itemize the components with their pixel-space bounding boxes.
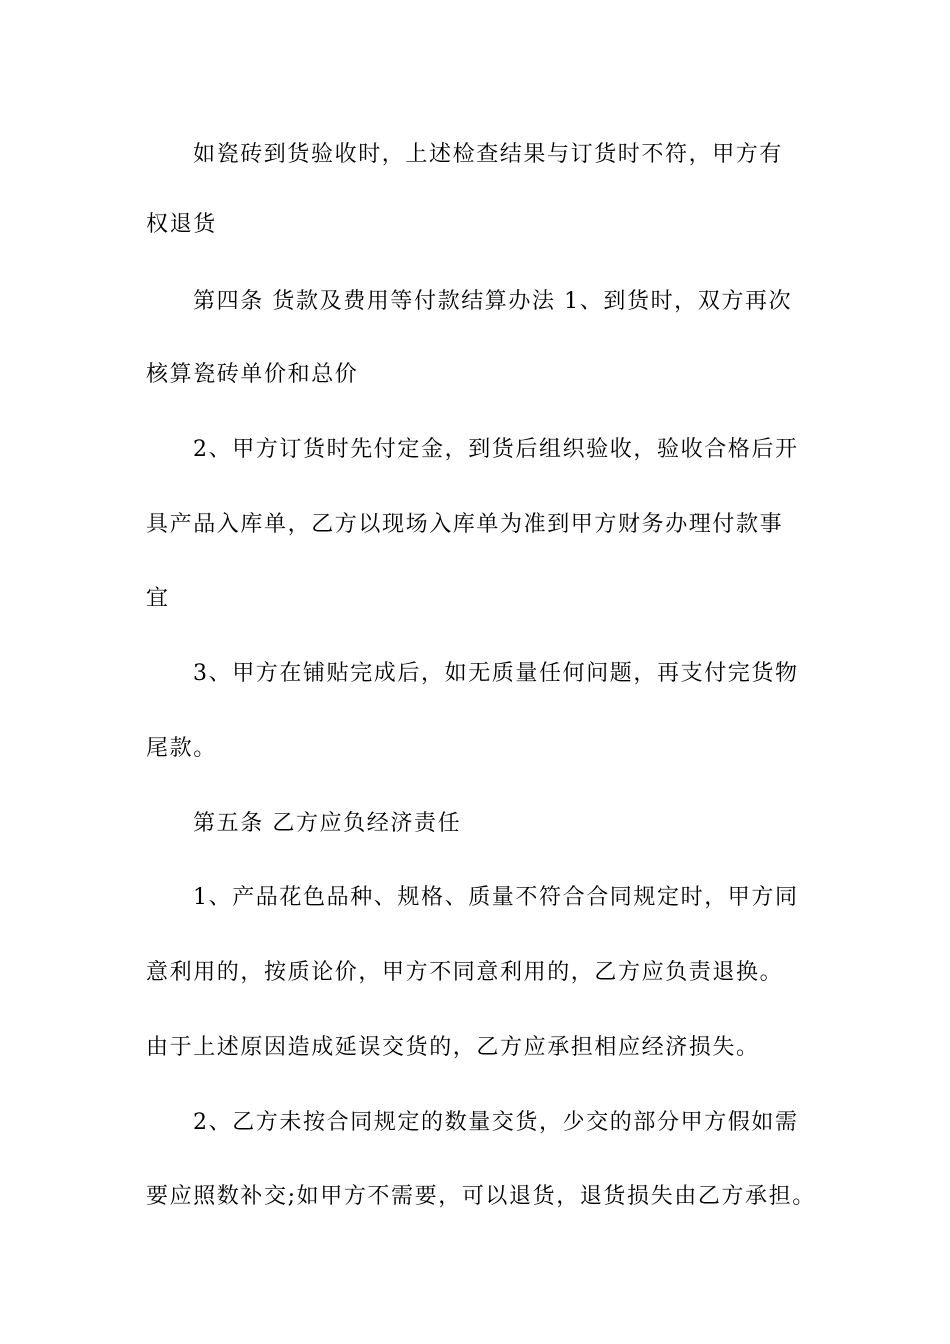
paragraph-line: 意利用的，按质论价，甲方不同意利用的，乙方应负责退换。 <box>146 960 784 985</box>
paragraph-line: 宜 <box>146 586 170 611</box>
paragraph-line: 要应照数补交;如甲方不需要，可以退货，退货损失由乙方承担。 <box>146 1184 816 1209</box>
paragraph-line: 2、乙方未按合同规定的数量交货，少交的部分甲方假如需 <box>193 1110 799 1135</box>
paragraph-line: 核算瓷砖单价和总价 <box>146 362 359 387</box>
paragraph-line: 2、甲方订货时先付定金，到货后组织验收，验收合格后开 <box>193 437 799 462</box>
paragraph-line: 由于上述原因造成延误交货的，乙方应承担相应经济损失。 <box>146 1035 760 1060</box>
paragraph-line: 具产品入库单，乙方以现场入库单为准到甲方财务办理付款事 <box>146 512 784 537</box>
paragraph-line: 权退货 <box>146 212 217 237</box>
article-4-heading-line: 第四条 货款及费用等付款结算办法 1、到货时，双方再次 <box>193 289 793 314</box>
paragraph-line: 如瓷砖到货验收时，上述检查结果与订货时不符，甲方有 <box>193 142 784 167</box>
paragraph-line: 1、产品花色品种、规格、质量不符合合同规定时，甲方同 <box>193 885 799 910</box>
paragraph-line: 尾款。 <box>146 736 217 761</box>
paragraph-line: 3、甲方在铺贴完成后，如无质量任何问题，再支付完货物 <box>193 661 799 686</box>
article-5-heading-line: 第五条 乙方应负经济责任 <box>193 811 462 836</box>
